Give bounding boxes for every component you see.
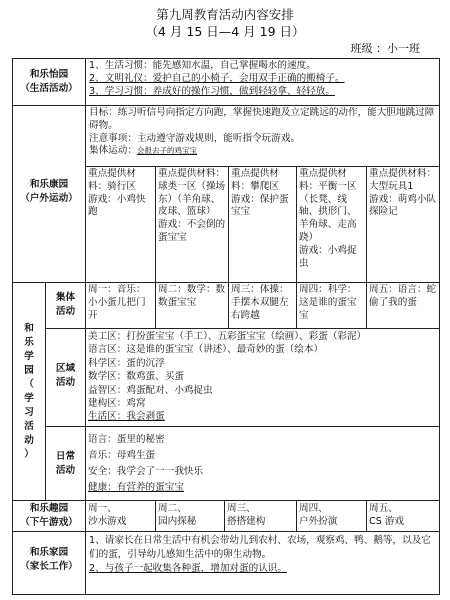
outdoor-area-game: 游戏：小鸡捉虫 — [299, 244, 357, 269]
study-heading-char: 和 — [24, 323, 34, 334]
life-heading-sub: （生活活动） — [20, 83, 78, 94]
play-thu — [299, 503, 365, 530]
outdoor-note: 注意事项：主动遵守游戏规则，能听指令玩游戏。 — [89, 132, 301, 144]
study-heading-char: （ — [24, 379, 34, 390]
group-activity-thu: 周四：科学：这是谁的蛋宝宝 — [299, 284, 357, 321]
life-habits-list — [89, 60, 438, 104]
study-heading — [14, 322, 44, 482]
daily-activity-heading-line: 活动 — [55, 465, 76, 476]
play-day: 周二、 — [158, 503, 187, 514]
play-mon — [88, 503, 154, 530]
play-day: 周一、 — [88, 503, 117, 514]
outdoor-area-balance — [299, 168, 365, 280]
life-heading-name: 和乐怡园 — [29, 69, 69, 80]
outdoor-group-activity — [89, 145, 438, 158]
zone-activity-heading — [47, 362, 84, 392]
outdoor-group-label: 集体运动： — [89, 145, 137, 157]
play-wed — [227, 503, 295, 530]
outdoor-area-game: 游戏：小鸡快跑 — [88, 193, 146, 218]
outdoor-heading-name: 和乐康园 — [29, 179, 69, 190]
daily-activity-heading-line: 日常 — [55, 451, 76, 462]
zone-item: 生活区：我会剥蛋 — [88, 411, 165, 423]
zone-item: 数学区：数鸡蛋、买蛋 — [88, 371, 184, 383]
home-item: 2、与孩子一起收集各种蛋，增加对蛋的认识。 — [89, 563, 287, 574]
study-heading-char: 园 — [24, 365, 34, 376]
outdoor-area-label: 重点提供材料：攀爬区 — [231, 168, 279, 192]
study-heading-char: ） — [24, 449, 34, 460]
group-activity-heading-line: 集体 — [55, 292, 76, 303]
play-heading — [14, 502, 84, 530]
daily-item: 安全：我学会了一一我快乐 — [88, 466, 204, 477]
play-day: 周五、 — [369, 503, 398, 514]
zone-item: 美工区：打扮蛋宝宝（手工）、五彩蛋宝宝（绘画）、彩蛋（彩泥） — [88, 331, 367, 342]
home-heading-name: 和乐家园 — [29, 547, 69, 558]
daily-item: 音乐：母鸡生蛋 — [88, 450, 156, 461]
study-heading-char: 习 — [24, 407, 34, 418]
outdoor-area-game: 游戏：不会倒的蛋宝宝 — [158, 219, 226, 243]
play-heading-name: 和乐趣园 — [29, 503, 69, 514]
play-game: 搭搭建构 — [227, 515, 266, 527]
zone-item: 建构区：鸡窝 — [88, 398, 146, 410]
play-day: 周三、 — [227, 503, 256, 514]
group-activity-tue: 周二：数学：数数蛋宝宝 — [158, 284, 226, 308]
outdoor-area-game: 游戏：萌鸡小队探险记 — [369, 193, 437, 218]
home-heading-sub: （家长工作） — [20, 561, 78, 572]
daily-activity-heading — [47, 450, 84, 480]
group-activity-wed: 周三：体操：手摆木双腿左右跨越 — [231, 284, 289, 321]
home-heading — [14, 546, 84, 578]
study-heading-char: 学 — [24, 351, 34, 362]
zone-activity-heading-line: 活动 — [55, 377, 76, 388]
group-activity-mon: 周一：音乐：小小蛋儿把门开 — [88, 284, 146, 321]
zone-item: 语言区：这是谁的蛋宝宝（讲述）、最奇妙的蛋（绘本） — [88, 344, 324, 356]
zone-item: 益智区：鸡蛋配对、小鸡捉虫 — [88, 384, 213, 396]
play-game: 园内探秘 — [158, 515, 197, 527]
outdoor-area-climbing — [231, 168, 295, 280]
study-heading-char: 动 — [24, 435, 34, 446]
life-item: 2、文明礼仪：爱护自己的小椅子，会用双手正确的搬椅子。 — [89, 72, 345, 84]
life-heading — [14, 68, 84, 104]
group-activity-fri: 周五：语言：蛇偷了我的蛋 — [369, 284, 437, 308]
outdoor-goal-block — [89, 107, 438, 165]
play-heading-sub: （下午游戏） — [20, 517, 78, 528]
outdoor-area-game: 游戏：保护蛋宝宝 — [231, 193, 289, 218]
outdoor-area-label: 重点提供材料：大型玩具1 — [369, 168, 437, 192]
study-heading-char: 活 — [24, 421, 34, 432]
outdoor-heading-sub: （户外运动） — [20, 193, 78, 204]
life-item: 3、学习习惯：养成好的操作习惯，做到轻轻拿、轻轻放。 — [89, 85, 335, 97]
outdoor-area-label: 重点提供材料：平衡一区（长凳、线轴、拱形门、羊角球、走高跷） — [299, 168, 357, 243]
life-item: 1、生活习惯：能先感知水温，自己掌握喝水的速度。 — [89, 60, 316, 71]
outdoor-goal: 目标：练习听信号向指定方向跑，掌握快速跑及立定跳远的动作，能大胆地跳过障碍物。 — [89, 107, 435, 131]
zone-item: 科学区：蛋的沉浮 — [88, 357, 165, 369]
outdoor-area-ball — [158, 168, 227, 280]
zone-activity-list — [88, 330, 438, 425]
group-activity-heading-line: 活动 — [55, 306, 76, 317]
date-range: （4 月 15 日—4 月 19 日） — [145, 24, 305, 39]
outdoor-group-value: 会报去子的鸡宝宝 — [136, 146, 197, 156]
play-day: 周四、 — [299, 503, 328, 514]
play-game: CS 游戏 — [369, 515, 405, 527]
daily-activity-list — [88, 432, 438, 498]
outdoor-heading — [14, 178, 84, 214]
outdoor-area-label: 重点提供材料：球类一区（操场东）（羊角球、皮球、篮球） — [158, 168, 226, 218]
play-fri — [369, 503, 438, 530]
home-work-list — [89, 534, 438, 593]
outdoor-area-label: 重点提供材料：骑行区 — [88, 168, 136, 192]
play-game: 沙水游戏 — [88, 515, 127, 527]
daily-item: 健康：有营养的蛋宝宝 — [88, 482, 184, 493]
outdoor-area-large-toys — [369, 168, 438, 280]
daily-item: 语言：蛋里的秘密 — [88, 434, 165, 445]
group-activity-heading — [47, 291, 84, 321]
outdoor-area-cycling — [88, 168, 154, 280]
home-item: 1、请家长在日常生活中有机会带幼儿到农村、农场，观察鸡、鸭、鹅等，以及它们的蛋，引导幼儿感知生活中的卵生动物。 — [89, 535, 431, 560]
study-heading-char: 学 — [24, 393, 34, 404]
study-heading-char: 乐 — [24, 337, 34, 348]
play-game: 户外扮演 — [299, 515, 338, 527]
zone-activity-heading-line: 区域 — [55, 363, 76, 374]
class-label: 班级 ：小一班 — [350, 42, 420, 55]
play-tue — [158, 503, 223, 530]
page-title: 第九周教育活动内容安排 — [156, 7, 294, 22]
